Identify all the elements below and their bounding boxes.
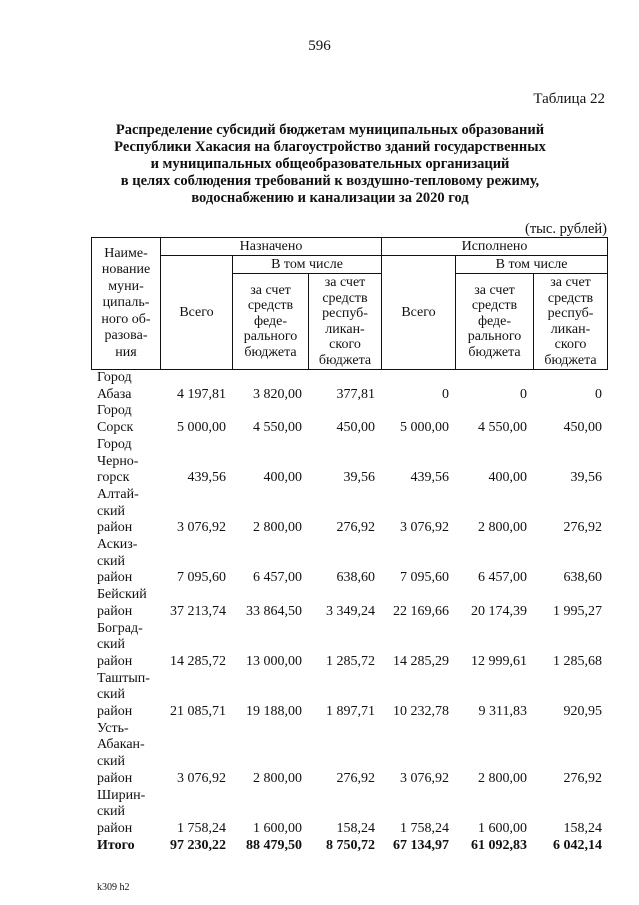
- title-line: Распределение субсидий бюджетам муниципальных образований: [115, 122, 545, 138]
- value-cell: 377,81: [336, 386, 375, 402]
- row-name-cell: [91, 370, 160, 403]
- value-cell: 400,00: [263, 470, 302, 486]
- value-cell: 3 349,24: [326, 603, 375, 619]
- value-cell: 1 285,68: [553, 653, 602, 669]
- value-cell: 920,95: [563, 704, 602, 720]
- header-executed-total: Всего: [382, 256, 456, 370]
- header-line: феде-: [253, 313, 288, 329]
- value-cell: 20 174,39: [471, 603, 527, 619]
- row-name-line: Алтай-: [97, 486, 139, 502]
- row-name-cell: [91, 621, 160, 671]
- row-name-line: Итого: [97, 837, 135, 853]
- value-cell: 88 479,50: [246, 837, 302, 853]
- value-cell: 276,92: [563, 770, 602, 786]
- row-name-line: Таштып-: [97, 670, 150, 686]
- value-cell: 12 999,61: [471, 653, 527, 669]
- value-cell: 1 758,24: [400, 820, 449, 836]
- row-name-line: ский: [97, 804, 125, 820]
- table-row: [91, 403, 607, 436]
- header-assigned-republic: [309, 274, 382, 370]
- value-cell: 2 800,00: [478, 520, 527, 536]
- page-number: 596: [308, 38, 331, 54]
- row-name-line: Сорск: [97, 420, 134, 436]
- header-line: ского: [554, 337, 587, 352]
- row-name-line: ский: [97, 503, 125, 519]
- row-name-cell: [91, 838, 160, 855]
- value-cell: 276,92: [336, 520, 375, 536]
- value-cell: 158,24: [336, 820, 375, 836]
- title-line: водоснабжению и канализации за 2020 год: [191, 190, 469, 206]
- value-cell: 67 134,97: [393, 837, 449, 853]
- value-cell: 158,24: [563, 820, 602, 836]
- row-name-line: ский: [97, 687, 125, 703]
- value-cell: 5 000,00: [400, 420, 449, 436]
- row-name-line: Усть-: [97, 720, 129, 736]
- title-line: и муниципальных общеобразовательных организаций: [150, 156, 510, 172]
- title-line: в целях соблюдения требований к воздушно-тепловому режиму,: [120, 173, 540, 189]
- value-cell: 439,56: [410, 470, 449, 486]
- value-cell: 2 800,00: [253, 520, 302, 536]
- row-name-line: район: [97, 820, 133, 836]
- header-assigned-total: Всего: [161, 256, 233, 370]
- header-line: за счет: [474, 282, 515, 298]
- row-name-line: район: [97, 570, 133, 586]
- value-cell: 19 188,00: [246, 704, 302, 720]
- header-executed-republic: [534, 274, 608, 370]
- value-cell: 638,60: [563, 570, 602, 586]
- row-name-line: Боград-: [97, 620, 143, 636]
- row-name-line: район: [97, 520, 133, 536]
- row-name-cell: [91, 537, 160, 587]
- row-name-line: район: [97, 770, 133, 786]
- value-cell: 7 095,60: [177, 570, 226, 586]
- value-cell: 3 076,92: [400, 520, 449, 536]
- value-cell: 61 092,83: [471, 837, 527, 853]
- value-cell: 4 550,00: [253, 420, 302, 436]
- value-cell: 1 897,71: [326, 704, 375, 720]
- title-line: Республики Хакасия на благоустройство зданий государственных: [114, 139, 546, 155]
- row-name-line: Бейский: [97, 587, 147, 603]
- value-cell: 13 000,00: [246, 653, 302, 669]
- table-row: [91, 487, 607, 537]
- value-cell: 1 600,00: [478, 820, 527, 836]
- header-line: за счет: [550, 275, 591, 290]
- table-label: Таблица 22: [533, 91, 605, 107]
- value-cell: 9 311,83: [478, 704, 527, 720]
- footer-code: k309 h2: [97, 882, 130, 893]
- value-cell: 6 457,00: [478, 570, 527, 586]
- header-name-line: ципаль-: [102, 295, 150, 311]
- row-name-line: район: [97, 603, 133, 619]
- header-line: средств: [471, 298, 518, 314]
- value-cell: 439,56: [187, 470, 226, 486]
- value-cell: 276,92: [336, 770, 375, 786]
- value-cell: 37 213,74: [170, 603, 226, 619]
- header-executed: Исполнено: [382, 238, 608, 256]
- value-cell: 3 076,92: [177, 770, 226, 786]
- value-cell: 14 285,29: [393, 653, 449, 669]
- row-name-line: ский: [97, 754, 125, 770]
- header-assigned: Назначено: [161, 238, 382, 256]
- row-name-cell: [91, 487, 160, 537]
- row-name-line: Город: [97, 370, 132, 385]
- value-cell: 5 000,00: [177, 420, 226, 436]
- total-row: [91, 838, 607, 855]
- table-row: [91, 671, 607, 721]
- table-row: [91, 621, 607, 671]
- header-name-line: Наиме-: [104, 245, 148, 261]
- value-cell: 1 285,72: [326, 653, 375, 669]
- table-row: [91, 437, 607, 487]
- row-name-line: ский: [97, 637, 125, 653]
- value-cell: 22 169,66: [393, 603, 449, 619]
- table-row: [91, 587, 607, 620]
- value-cell: 6 457,00: [253, 570, 302, 586]
- header-line: за счет: [250, 282, 291, 298]
- row-name-line: Абаза: [97, 386, 132, 402]
- header-line: рального: [467, 329, 522, 345]
- header-line: респуб-: [547, 306, 594, 321]
- row-name-line: Город: [97, 403, 132, 419]
- header-line: средств: [547, 290, 594, 306]
- row-name-cell: [91, 788, 160, 838]
- row-name-cell: [91, 587, 160, 620]
- header-name-line: муни-: [108, 278, 144, 294]
- value-cell: 14 285,72: [170, 653, 226, 669]
- row-name-cell: [91, 437, 160, 487]
- value-cell: 3 820,00: [253, 386, 302, 402]
- value-cell: 3 076,92: [400, 770, 449, 786]
- header-line: ского: [329, 337, 361, 352]
- row-name-cell: [91, 403, 160, 436]
- header-line: ликан-: [550, 321, 591, 337]
- header-assigned-federal: [233, 274, 309, 370]
- header-executed-federal: [456, 274, 534, 370]
- value-cell: 97 230,22: [170, 837, 226, 853]
- row-name-line: Абакан-: [97, 737, 145, 753]
- value-cell: 8 750,72: [326, 837, 375, 853]
- header-line: ликан-: [325, 321, 365, 337]
- table-row: [91, 370, 607, 403]
- table-row: [91, 788, 607, 838]
- table-header: [91, 237, 608, 370]
- row-name-line: Город: [97, 436, 132, 452]
- value-cell: 21 085,71: [170, 704, 226, 720]
- header-line: бюджета: [468, 344, 521, 360]
- header-executed-including: В том числе: [456, 256, 608, 274]
- header-line: рального: [243, 329, 298, 345]
- header-line: феде-: [477, 313, 512, 329]
- value-cell: 0: [595, 386, 602, 402]
- value-cell: 39,56: [343, 470, 375, 486]
- header-name-line: ния: [115, 344, 137, 360]
- value-cell: 1 995,27: [553, 603, 602, 619]
- header-line: респуб-: [322, 306, 368, 321]
- value-cell: 4 197,81: [177, 386, 226, 402]
- row-name-line: Черно-: [97, 453, 139, 469]
- value-cell: 400,00: [488, 470, 527, 486]
- row-name-line: горск: [97, 470, 130, 486]
- value-cell: 2 800,00: [478, 770, 527, 786]
- header-line: бюджета: [544, 352, 597, 368]
- table-body: [91, 370, 607, 854]
- row-name-line: ский: [97, 553, 125, 569]
- document-title: [60, 122, 600, 207]
- value-cell: 450,00: [336, 420, 375, 436]
- value-cell: 7 095,60: [400, 570, 449, 586]
- row-name-line: район: [97, 653, 133, 669]
- header-name-line: нование: [101, 262, 151, 278]
- row-name-cell: [91, 721, 160, 788]
- header-line: бюджета: [318, 352, 372, 368]
- value-cell: 1 758,24: [177, 820, 226, 836]
- value-cell: 276,92: [563, 520, 602, 536]
- header-line: средств: [247, 298, 294, 314]
- value-cell: 4 550,00: [478, 420, 527, 436]
- table-row: [91, 721, 607, 788]
- header-assigned-including: В том числе: [233, 256, 382, 274]
- header-line: за счет: [324, 275, 366, 290]
- value-cell: 10 232,78: [393, 704, 449, 720]
- value-cell: 0: [520, 386, 527, 402]
- row-name-line: Аскиз-: [97, 537, 138, 553]
- value-cell: 6 042,14: [553, 837, 602, 853]
- header-name-line: разова-: [104, 328, 148, 344]
- header-line: средств: [322, 290, 368, 306]
- units-label: (тыс. рублей): [525, 221, 607, 237]
- value-cell: 2 800,00: [253, 770, 302, 786]
- table-row: [91, 537, 607, 587]
- value-cell: 0: [442, 386, 449, 402]
- row-name-cell: [91, 671, 160, 721]
- row-name-line: Ширин-: [97, 787, 146, 803]
- value-cell: 33 864,50: [246, 603, 302, 619]
- header-name-line: ного об-: [101, 311, 151, 327]
- value-cell: 1 600,00: [253, 820, 302, 836]
- value-cell: 3 076,92: [177, 520, 226, 536]
- row-name-line: район: [97, 704, 133, 720]
- header-name-cell: [92, 238, 161, 370]
- value-cell: 39,56: [570, 470, 602, 486]
- header-line: бюджета: [244, 344, 297, 360]
- value-cell: 450,00: [563, 420, 602, 436]
- value-cell: 638,60: [336, 570, 375, 586]
